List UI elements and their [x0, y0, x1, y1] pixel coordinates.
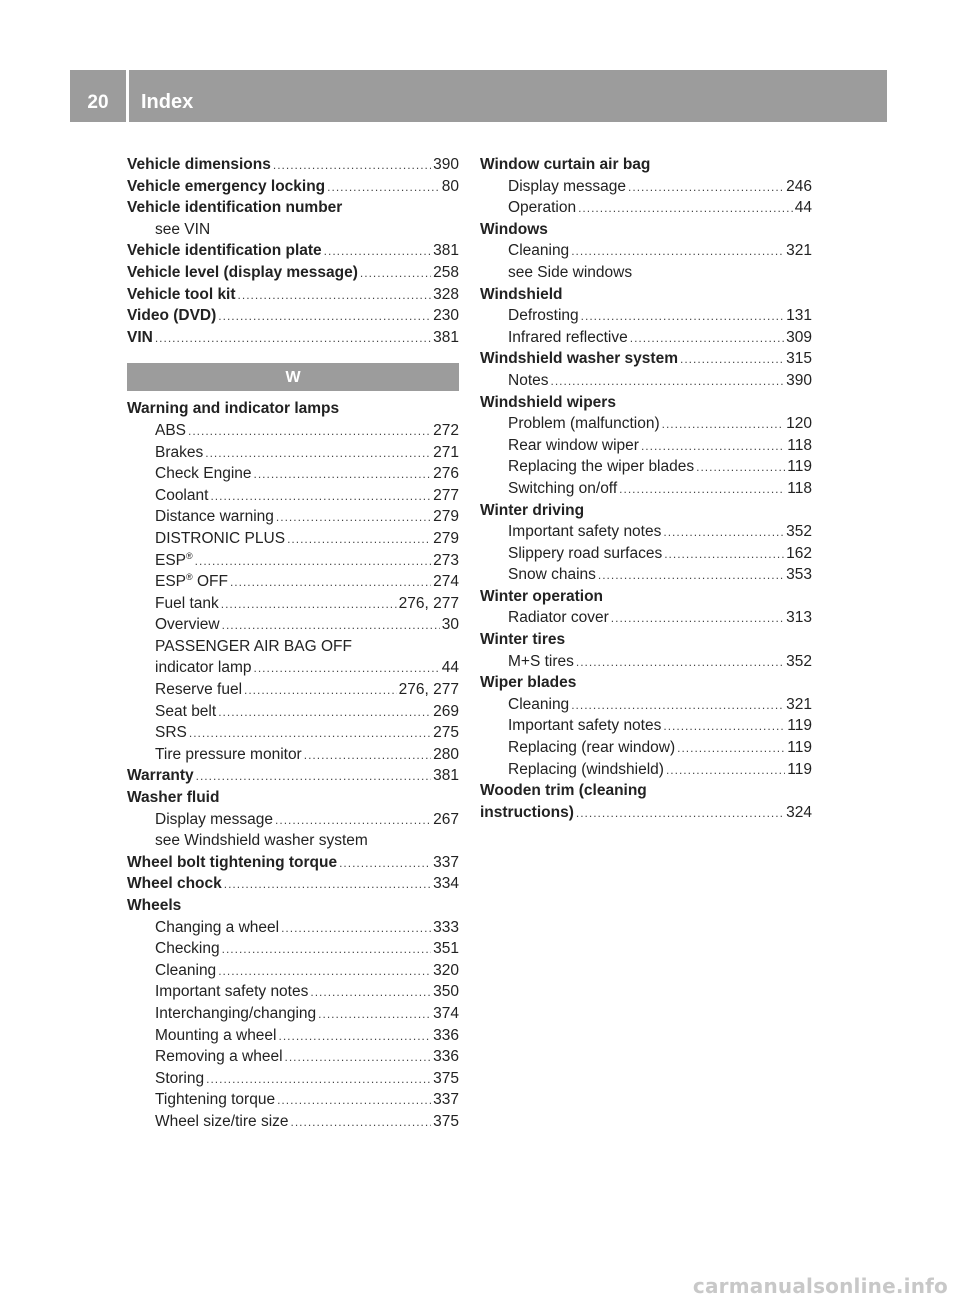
- dot-leader: [277, 1090, 431, 1112]
- index-entry: [480, 392, 812, 414]
- index-subentry: [127, 528, 459, 550]
- entry-page: 119: [787, 717, 812, 735]
- index-subentry: [480, 370, 812, 392]
- index-subentry: [127, 722, 459, 744]
- index-entry: [127, 305, 459, 327]
- entry-text: Infrared reflective: [508, 328, 628, 346]
- entry-text: Mounting a wheel: [155, 1026, 277, 1044]
- entry-page: 44: [794, 199, 812, 217]
- entry-page: 333: [433, 918, 459, 936]
- entry-page: 118: [787, 436, 812, 454]
- entry-page: 272: [433, 421, 459, 439]
- entry-page: 320: [433, 961, 459, 979]
- dot-leader: [571, 241, 784, 263]
- entry-page: 321: [786, 695, 812, 713]
- dot-leader: [360, 263, 431, 285]
- entry-page: 273: [433, 551, 459, 569]
- entry-page: 352: [786, 523, 812, 541]
- index-subentry: [127, 593, 459, 615]
- index-subentry: [127, 744, 459, 766]
- entry-text: Wiper blades: [480, 674, 577, 692]
- dot-leader: [206, 1069, 431, 1091]
- entry-page: 352: [786, 652, 812, 670]
- entry-page: 230: [433, 307, 459, 325]
- entry-text: Radiator cover: [508, 609, 609, 627]
- index-subentry: [480, 262, 812, 284]
- index-entry: [127, 284, 459, 306]
- index-subentry: [127, 1025, 459, 1047]
- entry-page: 275: [433, 724, 459, 742]
- index-subentry: [127, 701, 459, 723]
- index-subentry: [480, 737, 812, 759]
- index-subentry: [127, 463, 459, 485]
- dot-leader: [551, 371, 785, 393]
- entry-text: Slippery road surfaces: [508, 544, 663, 562]
- index-subentry: [480, 413, 812, 435]
- entry-page: 336: [433, 1026, 459, 1044]
- index-entry: [480, 500, 812, 522]
- entries-w-group: [127, 398, 459, 1132]
- index-column-right: [480, 154, 812, 823]
- entry-text: see Side windows: [508, 263, 633, 281]
- entry-text: Changing a wheel: [155, 918, 280, 936]
- entry-page: 279: [433, 508, 459, 526]
- dot-leader: [254, 464, 432, 486]
- index-subentry: [480, 197, 812, 219]
- entry-text: Vehicle emergency locking: [127, 177, 326, 195]
- entry-text: Important safety notes: [155, 983, 309, 1001]
- entry-text: ESP®: [155, 550, 193, 569]
- entry-page: 279: [433, 529, 459, 547]
- index-entry: [480, 672, 812, 694]
- entry-page: 381: [433, 328, 459, 346]
- index-entry: [480, 154, 812, 176]
- entry-page: 119: [787, 458, 812, 476]
- entry-page: 271: [433, 443, 459, 461]
- entry-text: Cleaning: [155, 961, 217, 979]
- entry-text: Window curtain air bag: [480, 156, 651, 173]
- entry-text: indicator lamp: [155, 659, 252, 677]
- entry-text: Seat belt: [155, 702, 217, 720]
- dot-leader: [339, 853, 431, 875]
- entry-text: Check Engine: [155, 465, 252, 483]
- index-subentry: [127, 485, 459, 507]
- dot-leader: [189, 723, 431, 745]
- index-subentry: [127, 657, 459, 679]
- entry-text: Washer fluid: [127, 789, 220, 807]
- index-subentry: [480, 240, 812, 262]
- entry-page: 315: [786, 350, 812, 368]
- dot-leader: [276, 507, 431, 529]
- index-entry: [127, 852, 459, 874]
- index-subentry: [480, 176, 812, 198]
- entry-text: ABS: [155, 421, 187, 439]
- index-subentry: [127, 938, 459, 960]
- entry-text: Windows: [480, 220, 548, 238]
- entry-text: Cleaning: [508, 695, 570, 713]
- dot-leader: [630, 328, 784, 350]
- index-subentry: [127, 917, 459, 939]
- index-subentry: [127, 1068, 459, 1090]
- entry-text: Display message: [508, 177, 627, 195]
- index-subentry: [127, 219, 459, 241]
- index-subentry: [480, 478, 812, 500]
- index-subentry: [127, 1089, 459, 1111]
- entry-text: Coolant: [155, 486, 209, 504]
- index-entry: [480, 284, 812, 306]
- entry-page: 258: [433, 263, 459, 281]
- dot-leader: [628, 177, 784, 199]
- index-subentry: [127, 1111, 459, 1133]
- index-entry: [480, 802, 812, 824]
- dot-leader: [324, 241, 431, 263]
- entry-text: VIN: [127, 328, 153, 346]
- entry-page: 131: [786, 307, 812, 325]
- index-entry: [127, 765, 459, 787]
- entry-text: Vehicle tool kit: [127, 285, 236, 303]
- index-subentry: [480, 564, 812, 586]
- index-subentry: [480, 327, 812, 349]
- entry-page: 267: [433, 810, 459, 828]
- entry-text: Rear window wiper: [508, 436, 639, 454]
- dot-leader: [275, 810, 431, 832]
- index-entry: [480, 586, 812, 608]
- dot-leader: [663, 716, 785, 738]
- entry-page: 328: [433, 285, 459, 303]
- dot-leader: [195, 551, 431, 573]
- dot-leader: [571, 695, 784, 717]
- entry-text: Vehicle identification number: [127, 199, 343, 217]
- index-subentry: [480, 607, 812, 629]
- entry-text: Problem (malfunction): [508, 415, 660, 433]
- index-entry: [480, 780, 812, 802]
- entry-page: 119: [787, 739, 812, 757]
- entry-page: 280: [433, 745, 459, 763]
- entry-text: M+S tires: [508, 652, 574, 670]
- entry-text: Wheel chock: [127, 875, 222, 893]
- index-entry: [127, 176, 459, 198]
- entry-page: 381: [433, 767, 459, 785]
- entry-text: Warranty: [127, 767, 194, 785]
- index-subentry: [480, 715, 812, 737]
- entry-text: Important safety notes: [508, 717, 662, 735]
- entry-page: 30: [441, 616, 459, 634]
- entry-page: 350: [433, 983, 459, 1001]
- dot-leader: [254, 658, 440, 680]
- entry-page: 246: [786, 177, 812, 195]
- dot-leader: [188, 421, 431, 443]
- entry-page: 313: [786, 609, 812, 627]
- dot-leader: [221, 594, 397, 616]
- entry-text: Vehicle level (display message): [127, 263, 358, 281]
- dot-leader: [327, 177, 440, 199]
- dot-leader: [281, 918, 431, 940]
- entry-page: 324: [786, 803, 812, 821]
- dot-leader: [222, 615, 440, 637]
- entry-page: 375: [433, 1069, 459, 1087]
- entry-page: 390: [786, 371, 812, 389]
- dot-leader: [310, 982, 431, 1004]
- entry-text: Wheels: [127, 897, 182, 914]
- entry-page: 309: [786, 328, 812, 346]
- entry-text: Tightening torque: [155, 1091, 276, 1109]
- dot-leader: [696, 457, 785, 479]
- index-subentry: [127, 420, 459, 442]
- header-divider: [126, 70, 129, 122]
- dot-leader: [304, 745, 431, 767]
- entry-text: Overview: [155, 616, 220, 634]
- entry-text: Interchanging/changing: [155, 1004, 317, 1022]
- entry-text: Winter tires: [480, 631, 566, 649]
- index-subentry: [127, 960, 459, 982]
- entry-text: Operation: [508, 199, 577, 217]
- index-entry: [480, 629, 812, 651]
- index-entry: [127, 262, 459, 284]
- section-letter-header: W: [127, 363, 459, 391]
- page-number: 20: [87, 92, 109, 113]
- entry-text: Wheel bolt tightening torque: [127, 853, 338, 871]
- index-entry: [127, 240, 459, 262]
- index-subentry: [480, 759, 812, 781]
- index-entry: [127, 398, 459, 420]
- entry-text: Snow chains: [508, 566, 596, 584]
- page-title: Index: [141, 91, 194, 113]
- index-entry: [127, 873, 459, 895]
- entry-page: 337: [433, 853, 459, 871]
- index-subentry: [127, 809, 459, 831]
- entry-text: Fuel tank: [155, 594, 219, 612]
- index-subentry: [480, 435, 812, 457]
- entry-text: Winter driving: [480, 501, 585, 519]
- dot-leader: [598, 565, 784, 587]
- entry-page: 375: [433, 1112, 459, 1130]
- entry-text: Video (DVD): [127, 307, 217, 325]
- dot-leader: [224, 874, 431, 896]
- entries-v-group: [127, 154, 459, 348]
- index-subentry: [480, 456, 812, 478]
- dot-leader: [611, 608, 784, 630]
- index-entry: [127, 895, 459, 917]
- watermark: carmanualsonline.info: [692, 1274, 948, 1298]
- dot-leader: [196, 766, 432, 788]
- entry-page: 118: [787, 479, 812, 497]
- entry-text: Wooden trim (cleaning: [480, 782, 647, 800]
- index-subentry: [127, 1046, 459, 1068]
- entry-text: ESP® OFF: [155, 571, 228, 591]
- entry-text: Important safety notes: [508, 523, 662, 541]
- index-subentry: [127, 1003, 459, 1025]
- entry-text: Brakes: [155, 443, 204, 461]
- index-subentry: [480, 305, 812, 327]
- dot-leader: [205, 443, 431, 465]
- entry-text: Warning and indicator lamps: [127, 400, 340, 418]
- dot-leader: [318, 1004, 431, 1026]
- entry-text: Storing: [155, 1069, 205, 1087]
- entry-text: Notes: [508, 371, 549, 389]
- entry-page: 276, 277: [398, 594, 459, 612]
- entry-page: 336: [433, 1048, 459, 1066]
- entry-page: 381: [433, 242, 459, 260]
- index-subentry: [480, 521, 812, 543]
- entry-page: 351: [433, 940, 459, 958]
- entry-text: Checking: [155, 940, 220, 958]
- index-entry: [127, 327, 459, 349]
- dot-leader: [581, 306, 784, 328]
- entry-text: Cleaning: [508, 242, 570, 260]
- dot-leader: [641, 436, 785, 458]
- entry-text: Winter operation: [480, 587, 604, 605]
- entry-page: 119: [787, 760, 812, 778]
- entry-page: 276: [433, 465, 459, 483]
- entry-text: Defrosting: [508, 307, 579, 325]
- index-entry: [480, 348, 812, 370]
- entry-text: Windshield wipers: [480, 393, 616, 411]
- entry-page: 334: [433, 875, 459, 893]
- dot-leader: [210, 486, 431, 508]
- entry-text: Vehicle dimensions: [127, 156, 271, 173]
- entry-page: 353: [786, 566, 812, 584]
- entry-text: Replacing (windshield): [508, 760, 664, 778]
- index-subentry: [480, 694, 812, 716]
- dot-leader: [285, 1047, 432, 1069]
- entry-page: 321: [786, 242, 812, 260]
- index-entry: [127, 197, 459, 219]
- entry-text: Distance warning: [155, 508, 274, 526]
- entry-text: Replacing the wiper blades: [508, 458, 695, 476]
- entry-text: SRS: [155, 724, 187, 742]
- index-subentry: [127, 571, 459, 593]
- dot-leader: [238, 285, 432, 307]
- entry-text: Replacing (rear window): [508, 739, 676, 757]
- entry-text: Switching on/off: [508, 479, 618, 497]
- entry-page: 269: [433, 702, 459, 720]
- entry-page: 120: [786, 415, 812, 433]
- index-subentry: [127, 442, 459, 464]
- dot-leader: [677, 738, 785, 760]
- dot-leader: [155, 328, 431, 350]
- entry-text: Wheel size/tire size: [155, 1112, 289, 1130]
- index-column-left: [127, 154, 459, 1133]
- index-subentry: [127, 506, 459, 528]
- entry-text: instructions): [480, 803, 574, 821]
- dot-leader: [218, 702, 431, 724]
- entries-w-continued: [480, 154, 812, 823]
- entry-page: 80: [441, 177, 459, 195]
- dot-leader: [244, 680, 397, 702]
- dot-leader: [273, 155, 431, 177]
- dot-leader: [666, 760, 785, 782]
- entry-text: Windshield washer system: [480, 350, 678, 368]
- entry-text: Display message: [155, 810, 274, 828]
- index-subentry: [127, 550, 459, 572]
- dot-leader: [218, 961, 431, 983]
- dot-leader: [279, 1026, 432, 1048]
- entry-text: see VIN: [155, 220, 211, 238]
- entry-text: Vehicle identification plate: [127, 242, 322, 260]
- index-subentry: [127, 636, 459, 658]
- dot-leader: [663, 522, 784, 544]
- entry-page: 274: [433, 573, 459, 591]
- entry-text: Windshield: [480, 285, 563, 303]
- dot-leader: [230, 572, 431, 594]
- index-subentry: [127, 679, 459, 701]
- dot-leader: [287, 529, 431, 551]
- index-subentry: [127, 981, 459, 1003]
- entry-text: Reserve fuel: [155, 681, 243, 699]
- entry-text: DISTRONIC PLUS: [155, 529, 286, 547]
- entry-page: 276, 277: [398, 681, 459, 699]
- index-entry: [127, 787, 459, 809]
- index-subentry: [127, 830, 459, 852]
- entry-page: 390: [433, 156, 459, 173]
- dot-leader: [576, 652, 784, 674]
- dot-leader: [291, 1112, 432, 1134]
- entry-text: Tire pressure monitor: [155, 745, 302, 763]
- dot-leader: [578, 198, 793, 220]
- dot-leader: [222, 939, 432, 961]
- index-subentry: [127, 614, 459, 636]
- entry-page: 44: [441, 659, 459, 677]
- entry-text: PASSENGER AIR BAG OFF: [155, 637, 352, 655]
- dot-leader: [576, 803, 784, 825]
- index-subentry: [480, 543, 812, 565]
- entry-page: 277: [433, 486, 459, 504]
- dot-leader: [662, 414, 785, 436]
- dot-leader: [619, 479, 785, 501]
- index-entry: [127, 154, 459, 176]
- index-entry: [480, 219, 812, 241]
- dot-leader: [664, 544, 784, 566]
- entry-text: see Windshield washer system: [155, 832, 368, 850]
- entry-text: Removing a wheel: [155, 1048, 283, 1066]
- entry-page: 162: [786, 544, 812, 562]
- dot-leader: [218, 306, 431, 328]
- entry-page: 337: [433, 1091, 459, 1109]
- index-subentry: [480, 651, 812, 673]
- dot-leader: [680, 349, 784, 371]
- entry-page: 374: [433, 1004, 459, 1022]
